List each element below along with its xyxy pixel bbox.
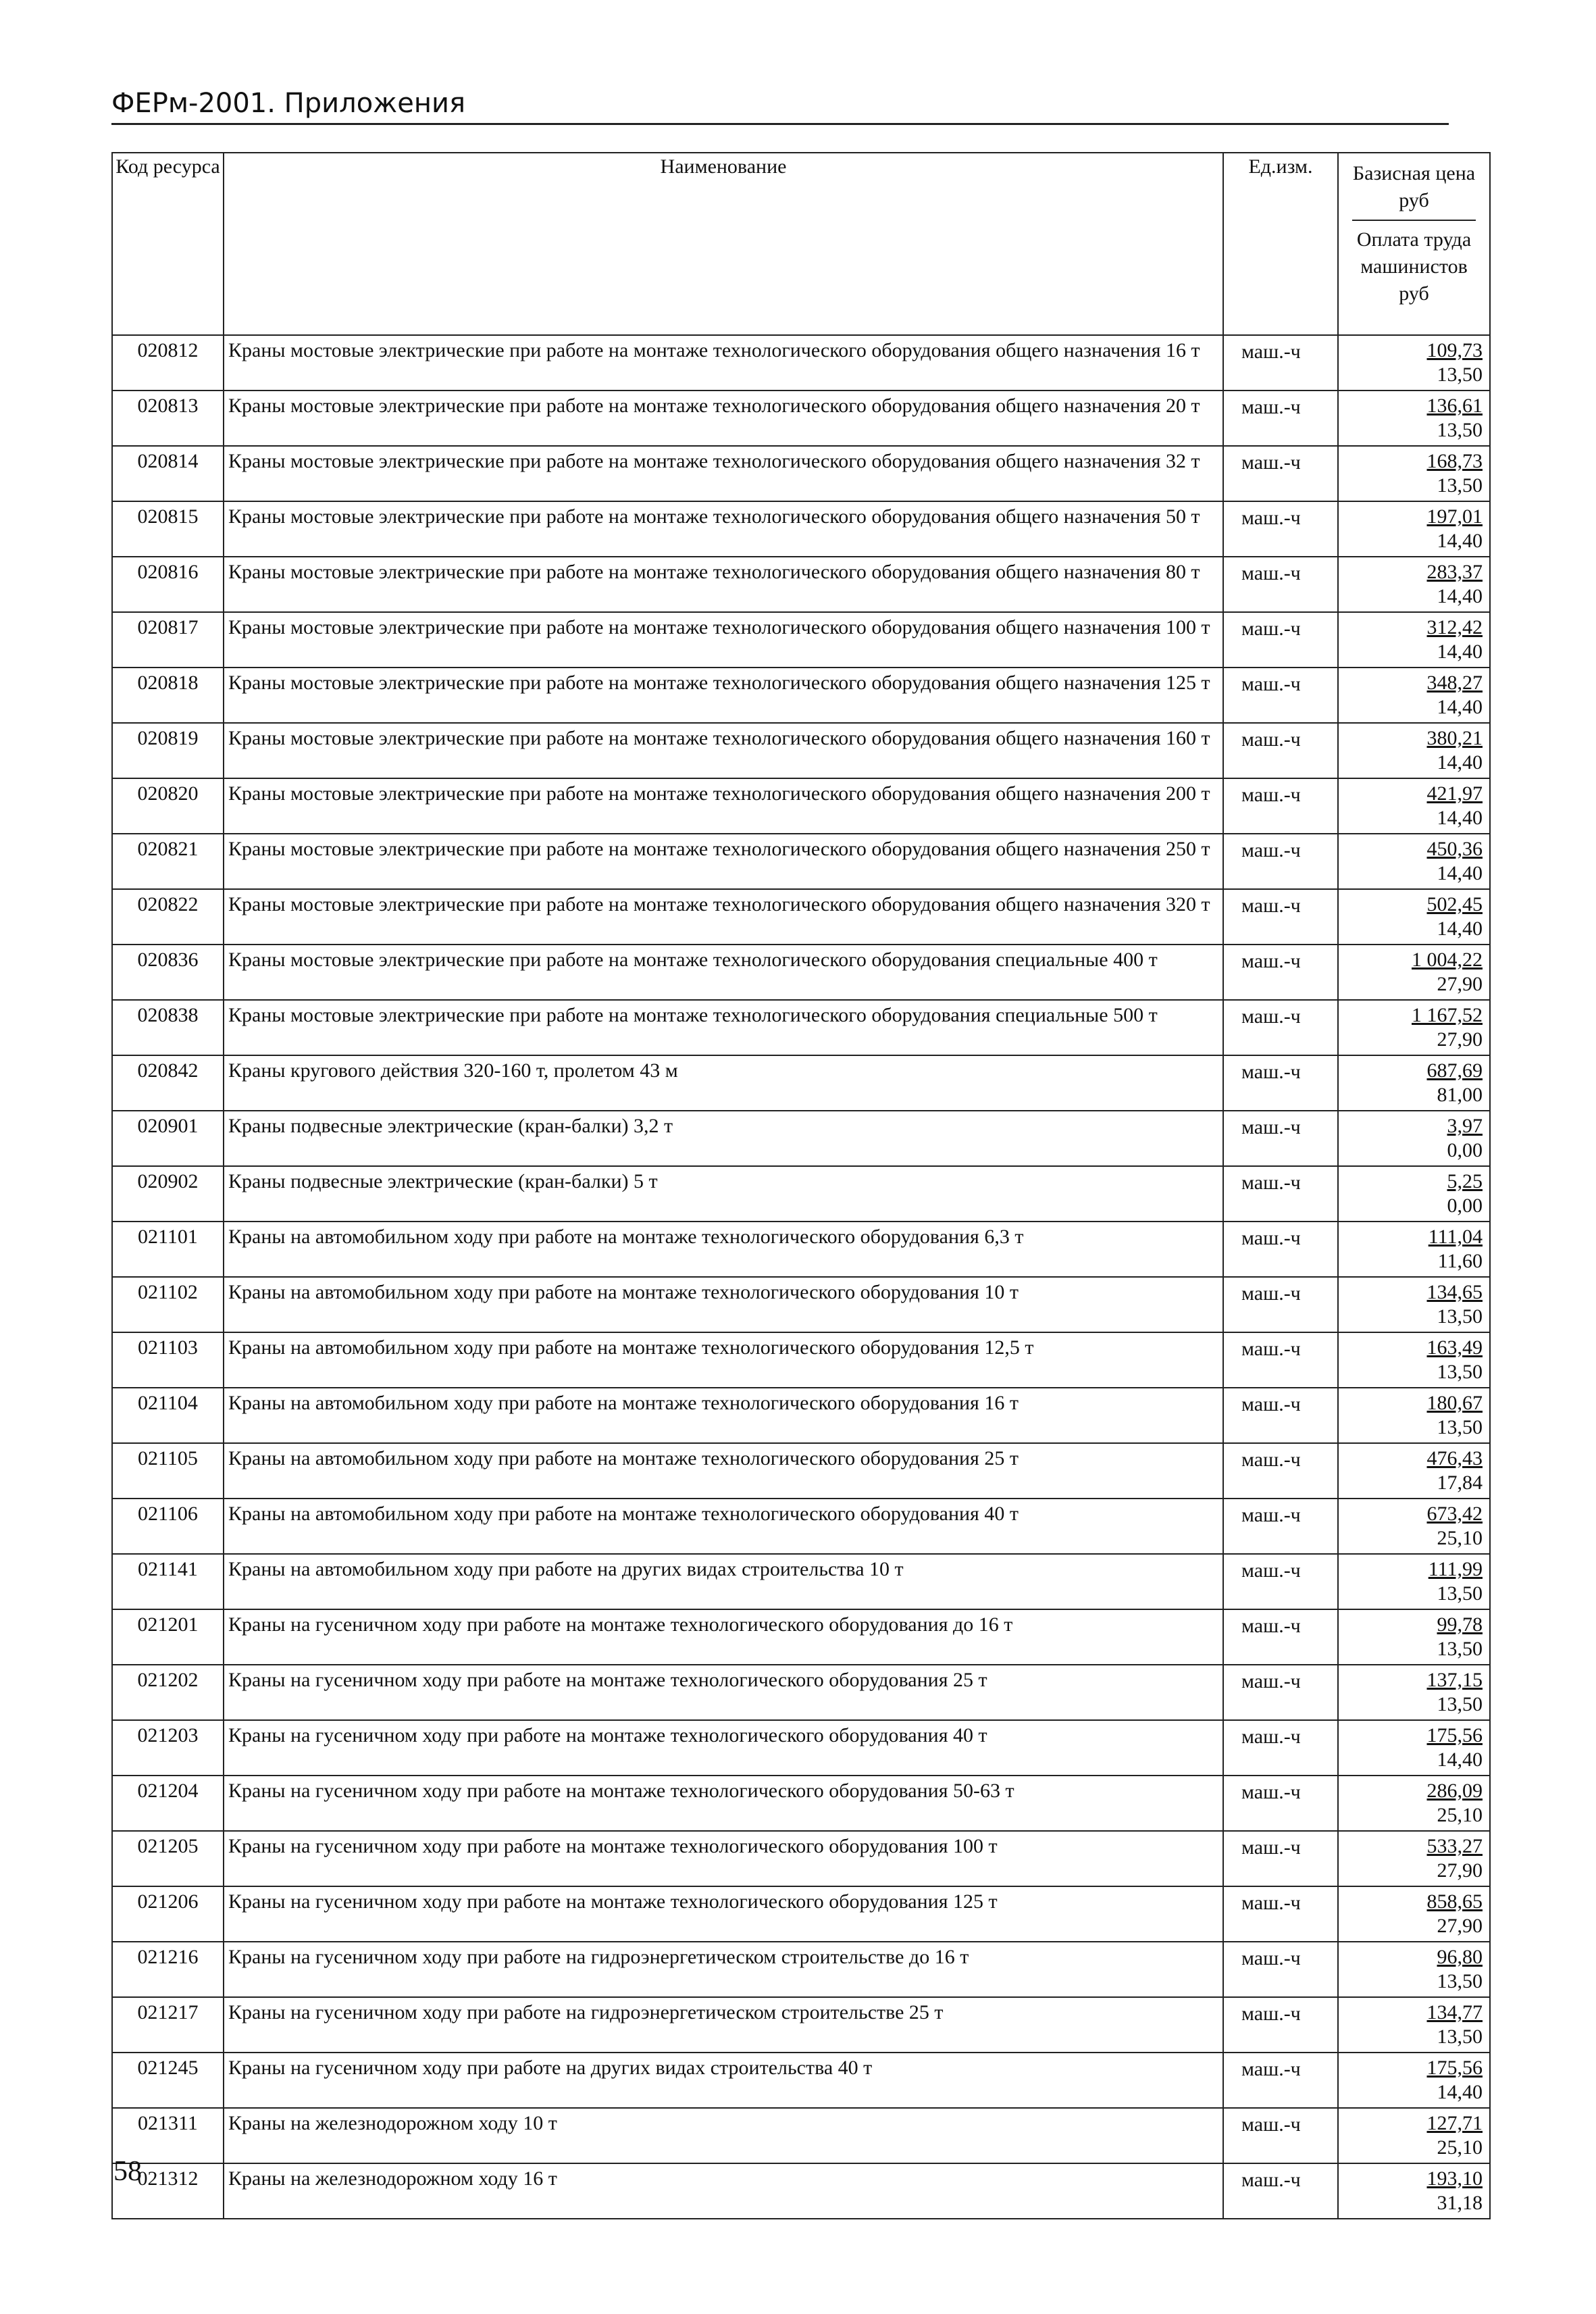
table-row xyxy=(112,1055,1490,1111)
row-code: 020814 xyxy=(112,446,224,501)
row-wage: 13,50 xyxy=(1437,1693,1483,1715)
table-row xyxy=(112,1942,1490,1997)
row-price xyxy=(1338,1388,1490,1443)
row-base-price: 136,61 xyxy=(1426,395,1483,417)
row-wage: 25,10 xyxy=(1437,1527,1483,1549)
row-name: Краны на автомобильном ходу при работе на монтаже технологического оборудования 40 т xyxy=(224,1499,1223,1554)
row-wage: 13,50 xyxy=(1437,419,1483,441)
header-code-label: Код ресурса xyxy=(115,155,220,178)
row-code: 021141 xyxy=(112,1554,224,1609)
table-row xyxy=(112,1776,1490,1831)
row-code: 021104 xyxy=(112,1388,224,1443)
row-wage: 14,40 xyxy=(1437,862,1483,884)
row-name: Краны мостовые электрические при работе на монтаже технологического оборудования общего назначения 320 т xyxy=(224,889,1223,945)
row-wage: 14,40 xyxy=(1437,530,1483,552)
row-price xyxy=(1338,335,1490,391)
row-price xyxy=(1338,1166,1490,1222)
row-wage: 81,00 xyxy=(1437,1084,1483,1106)
row-wage: 14,40 xyxy=(1437,640,1483,663)
row-code: 021217 xyxy=(112,1997,224,2053)
row-base-price: 99,78 xyxy=(1437,1613,1483,1636)
row-price xyxy=(1338,1000,1490,1055)
row-base-price: 1 004,22 xyxy=(1412,949,1483,971)
header-name-label: Наименование xyxy=(660,155,787,178)
row-wage: 27,90 xyxy=(1437,1028,1483,1051)
row-unit: маш.-ч xyxy=(1223,1997,1338,2053)
row-wage: 13,50 xyxy=(1437,1970,1483,1992)
row-unit: маш.-ч xyxy=(1223,1554,1338,1609)
row-code: 020812 xyxy=(112,335,224,391)
row-unit: маш.-ч xyxy=(1223,1166,1338,1222)
row-wage: 13,50 xyxy=(1437,1416,1483,1438)
row-wage: 14,40 xyxy=(1437,585,1483,607)
row-base-price: 450,36 xyxy=(1426,838,1483,860)
row-unit: маш.-ч xyxy=(1223,612,1338,668)
row-code: 021201 xyxy=(112,1609,224,1665)
table-row xyxy=(112,335,1490,391)
row-price xyxy=(1338,1499,1490,1554)
row-base-price: 180,67 xyxy=(1426,1392,1483,1414)
page-header xyxy=(111,88,1449,125)
row-base-price: 380,21 xyxy=(1426,727,1483,749)
table-row xyxy=(112,945,1490,1000)
row-unit: маш.-ч xyxy=(1223,1443,1338,1499)
row-price xyxy=(1338,1222,1490,1277)
row-code: 021312 xyxy=(112,2163,224,2219)
document-title: ФЕРм-2001. Приложения xyxy=(111,88,466,119)
row-wage: 25,10 xyxy=(1437,1804,1483,1826)
header-price xyxy=(1338,153,1490,335)
row-price xyxy=(1338,889,1490,945)
table-row xyxy=(112,834,1490,889)
row-unit: маш.-ч xyxy=(1223,1776,1338,1831)
table-row xyxy=(112,1831,1490,1886)
row-code: 020822 xyxy=(112,889,224,945)
row-name: Краны на автомобильном ходу при работе на монтаже технологического оборудования 10 т xyxy=(224,1277,1223,1332)
table-row xyxy=(112,2163,1490,2219)
row-price xyxy=(1338,1720,1490,1776)
row-base-price: 5,25 xyxy=(1447,1170,1483,1192)
row-name: Краны мостовые электрические при работе на монтаже технологического оборудования общего назначения 50 т xyxy=(224,501,1223,557)
row-unit: маш.-ч xyxy=(1223,1609,1338,1665)
row-wage: 14,40 xyxy=(1437,807,1483,829)
row-wage: 13,50 xyxy=(1437,2026,1483,2048)
row-unit: маш.-ч xyxy=(1223,1499,1338,1554)
row-base-price: 168,73 xyxy=(1426,450,1483,472)
row-base-price: 283,37 xyxy=(1426,561,1483,583)
row-name: Краны мостовые электрические при работе на монтаже технологического оборудования специальные 500 т xyxy=(224,1000,1223,1055)
row-name: Краны на автомобильном ходу при работе на монтаже технологического оборудования 6,3 т xyxy=(224,1222,1223,1277)
row-base-price: 197,01 xyxy=(1426,505,1483,528)
row-code: 020816 xyxy=(112,557,224,612)
row-unit: маш.-ч xyxy=(1223,1886,1338,1942)
row-name: Краны мостовые электрические при работе на монтаже технологического оборудования общего назначения 100 т xyxy=(224,612,1223,668)
row-name: Краны на гусеничном ходу при работе на монтаже технологического оборудования 40 т xyxy=(224,1720,1223,1776)
table-row xyxy=(112,1000,1490,1055)
row-base-price: 502,45 xyxy=(1426,893,1483,915)
row-price xyxy=(1338,1997,1490,2053)
row-code: 021205 xyxy=(112,1831,224,1886)
row-name: Краны на гусеничном ходу при работе на монтаже технологического оборудования 25 т xyxy=(224,1665,1223,1720)
row-price xyxy=(1338,1665,1490,1720)
row-name: Краны кругового действия 320-160 т, пролетом 43 м xyxy=(224,1055,1223,1111)
row-wage: 11,60 xyxy=(1437,1250,1483,1272)
row-price xyxy=(1338,1776,1490,1831)
row-name: Краны мостовые электрические при работе на монтаже технологического оборудования общего назначения 16 т xyxy=(224,335,1223,391)
row-base-price: 163,49 xyxy=(1426,1336,1483,1359)
row-code: 021101 xyxy=(112,1222,224,1277)
row-unit: маш.-ч xyxy=(1223,668,1338,723)
row-price xyxy=(1338,1942,1490,1997)
row-code: 021216 xyxy=(112,1942,224,1997)
row-name: Краны на железнодорожном ходу 16 т xyxy=(224,2163,1223,2219)
row-price xyxy=(1338,945,1490,1000)
row-unit: маш.-ч xyxy=(1223,2053,1338,2108)
row-wage: 27,90 xyxy=(1437,973,1483,995)
row-code: 020817 xyxy=(112,612,224,668)
row-wage: 14,40 xyxy=(1437,917,1483,940)
table-row xyxy=(112,1277,1490,1332)
row-unit: маш.-ч xyxy=(1223,391,1338,446)
row-wage: 14,40 xyxy=(1437,751,1483,774)
header-name xyxy=(224,153,1223,335)
row-name: Краны мостовые электрические при работе на монтаже технологического оборудования общего назначения 80 т xyxy=(224,557,1223,612)
row-price xyxy=(1338,1443,1490,1499)
table-row xyxy=(112,1443,1490,1499)
row-base-price: 175,56 xyxy=(1426,2057,1483,2079)
row-price xyxy=(1338,391,1490,446)
row-price xyxy=(1338,1886,1490,1942)
header-unit xyxy=(1223,153,1338,335)
row-wage: 13,50 xyxy=(1437,1638,1483,1660)
row-name: Краны мостовые электрические при работе на монтаже технологического оборудования общего назначения 200 т xyxy=(224,778,1223,834)
row-name: Краны на гусеничном ходу при работе на монтаже технологического оборудования 100 т xyxy=(224,1831,1223,1886)
row-base-price: 127,71 xyxy=(1426,2112,1483,2134)
row-wage: 14,40 xyxy=(1437,696,1483,718)
row-base-price: 193,10 xyxy=(1426,2167,1483,2190)
row-code: 021202 xyxy=(112,1665,224,1720)
row-price xyxy=(1338,1111,1490,1166)
table-row xyxy=(112,612,1490,668)
row-unit: маш.-ч xyxy=(1223,1332,1338,1388)
row-price xyxy=(1338,668,1490,723)
row-price xyxy=(1338,1055,1490,1111)
row-code: 020821 xyxy=(112,834,224,889)
row-code: 020818 xyxy=(112,668,224,723)
table-row xyxy=(112,446,1490,501)
row-wage: 13,50 xyxy=(1437,1305,1483,1328)
row-name: Краны мостовые электрические при работе на монтаже технологического оборудования общего назначения 20 т xyxy=(224,391,1223,446)
row-unit: маш.-ч xyxy=(1223,1665,1338,1720)
row-name: Краны мостовые электрические при работе на монтаже технологического оборудования специальные 400 т xyxy=(224,945,1223,1000)
row-name: Краны на гусеничном ходу при работе на других видах строительства 40 т xyxy=(224,2053,1223,2108)
row-code: 021311 xyxy=(112,2108,224,2163)
row-price xyxy=(1338,2163,1490,2219)
table-row xyxy=(112,889,1490,945)
resource-table xyxy=(111,152,1491,2219)
row-unit: маш.-ч xyxy=(1223,1277,1338,1332)
page-number: 58 xyxy=(113,2156,142,2187)
row-base-price: 476,43 xyxy=(1426,1447,1483,1469)
row-name: Краны на автомобильном ходу при работе на монтаже технологического оборудования 25 т xyxy=(224,1443,1223,1499)
row-unit: маш.-ч xyxy=(1223,1831,1338,1886)
row-name: Краны мостовые электрические при работе на монтаже технологического оборудования общего назначения 32 т xyxy=(224,446,1223,501)
row-unit: маш.-ч xyxy=(1223,723,1338,778)
row-price xyxy=(1338,612,1490,668)
row-unit: маш.-ч xyxy=(1223,557,1338,612)
row-wage: 0,00 xyxy=(1447,1194,1483,1217)
header-code xyxy=(112,153,224,335)
row-base-price: 673,42 xyxy=(1426,1503,1483,1525)
table-row xyxy=(112,1609,1490,1665)
header-price-wage: Оплата труда машинистов руб xyxy=(1356,228,1472,305)
row-base-price: 109,73 xyxy=(1426,339,1483,361)
row-wage: 13,50 xyxy=(1437,1361,1483,1383)
row-unit: маш.-ч xyxy=(1223,1720,1338,1776)
table-row xyxy=(112,668,1490,723)
row-unit: маш.-ч xyxy=(1223,1222,1338,1277)
row-wage: 31,18 xyxy=(1437,2192,1483,2214)
row-code: 021206 xyxy=(112,1886,224,1942)
row-wage: 13,50 xyxy=(1437,1582,1483,1605)
table-row xyxy=(112,1665,1490,1720)
row-code: 020836 xyxy=(112,945,224,1000)
row-code: 021245 xyxy=(112,2053,224,2108)
row-name: Краны на автомобильном ходу при работе на монтаже технологического оборудования 12,5 т xyxy=(224,1332,1223,1388)
row-code: 021102 xyxy=(112,1277,224,1332)
row-wage: 0,00 xyxy=(1447,1139,1483,1161)
row-name: Краны мостовые электрические при работе на монтаже технологического оборудования общего назначения 250 т xyxy=(224,834,1223,889)
row-unit: маш.-ч xyxy=(1223,1942,1338,1997)
row-unit: маш.-ч xyxy=(1223,834,1338,889)
table-row xyxy=(112,2053,1490,2108)
row-wage: 25,10 xyxy=(1437,2136,1483,2159)
row-name: Краны на автомобильном ходу при работе на монтаже технологического оборудования 16 т xyxy=(224,1388,1223,1443)
table-row xyxy=(112,1554,1490,1609)
row-base-price: 111,99 xyxy=(1428,1558,1483,1580)
row-base-price: 3,97 xyxy=(1447,1115,1483,1137)
row-price xyxy=(1338,1332,1490,1388)
row-code: 020813 xyxy=(112,391,224,446)
row-unit: маш.-ч xyxy=(1223,945,1338,1000)
row-price xyxy=(1338,446,1490,501)
table-body xyxy=(112,335,1490,2219)
row-price xyxy=(1338,2053,1490,2108)
row-base-price: 687,69 xyxy=(1426,1059,1483,1082)
row-base-price: 175,56 xyxy=(1426,1724,1483,1746)
row-unit: маш.-ч xyxy=(1223,1111,1338,1166)
row-unit: маш.-ч xyxy=(1223,2108,1338,2163)
row-code: 021204 xyxy=(112,1776,224,1831)
table-row xyxy=(112,2108,1490,2163)
row-code: 021106 xyxy=(112,1499,224,1554)
table-row xyxy=(112,391,1490,446)
row-unit: маш.-ч xyxy=(1223,446,1338,501)
table-row xyxy=(112,1166,1490,1222)
row-unit: маш.-ч xyxy=(1223,1055,1338,1111)
row-name: Краны на гусеничном ходу при работе на монтаже технологического оборудования до 16 т xyxy=(224,1609,1223,1665)
row-name: Краны на гусеничном ходу при работе на гидроэнергетическом строительстве 25 т xyxy=(224,1997,1223,2053)
row-unit: маш.-ч xyxy=(1223,778,1338,834)
row-unit: маш.-ч xyxy=(1223,335,1338,391)
row-unit: маш.-ч xyxy=(1223,1000,1338,1055)
row-code: 020842 xyxy=(112,1055,224,1111)
row-code: 021105 xyxy=(112,1443,224,1499)
row-price xyxy=(1338,557,1490,612)
row-name: Краны на гусеничном ходу при работе на гидроэнергетическом строительстве до 16 т xyxy=(224,1942,1223,1997)
row-price xyxy=(1338,723,1490,778)
row-name: Краны на автомобильном ходу при работе на других видах строительства 10 т xyxy=(224,1554,1223,1609)
row-code: 020902 xyxy=(112,1166,224,1222)
row-base-price: 533,27 xyxy=(1426,1835,1483,1857)
table-row xyxy=(112,1499,1490,1554)
table-row xyxy=(112,1886,1490,1942)
table-row xyxy=(112,1222,1490,1277)
row-price xyxy=(1338,1554,1490,1609)
row-wage: 27,90 xyxy=(1437,1859,1483,1882)
row-price xyxy=(1338,1277,1490,1332)
row-price xyxy=(1338,1831,1490,1886)
row-base-price: 1 167,52 xyxy=(1412,1004,1483,1026)
row-price xyxy=(1338,501,1490,557)
row-wage: 17,84 xyxy=(1437,1472,1483,1494)
row-code: 020819 xyxy=(112,723,224,778)
row-base-price: 858,65 xyxy=(1426,1890,1483,1913)
row-base-price: 134,77 xyxy=(1426,2001,1483,2023)
row-wage: 14,40 xyxy=(1437,1749,1483,1771)
row-base-price: 137,15 xyxy=(1426,1669,1483,1691)
row-code: 020815 xyxy=(112,501,224,557)
table-row xyxy=(112,1997,1490,2053)
row-code: 021203 xyxy=(112,1720,224,1776)
row-base-price: 286,09 xyxy=(1426,1780,1483,1802)
row-base-price: 348,27 xyxy=(1426,672,1483,694)
row-wage: 13,50 xyxy=(1437,474,1483,497)
table-row xyxy=(112,557,1490,612)
row-base-price: 421,97 xyxy=(1426,782,1483,805)
row-price xyxy=(1338,834,1490,889)
row-name: Краны на железнодорожном ходу 10 т xyxy=(224,2108,1223,2163)
table-row xyxy=(112,778,1490,834)
row-unit: маш.-ч xyxy=(1223,501,1338,557)
row-code: 020820 xyxy=(112,778,224,834)
table-row xyxy=(112,1388,1490,1443)
row-name: Краны мостовые электрические при работе на монтаже технологического оборудования общего назначения 160 т xyxy=(224,723,1223,778)
row-base-price: 134,65 xyxy=(1426,1281,1483,1303)
row-base-price: 312,42 xyxy=(1426,616,1483,638)
row-price xyxy=(1338,1609,1490,1665)
row-code: 020901 xyxy=(112,1111,224,1166)
row-name: Краны мостовые электрические при работе на монтаже технологического оборудования общего назначения 125 т xyxy=(224,668,1223,723)
row-code: 020838 xyxy=(112,1000,224,1055)
row-price xyxy=(1338,778,1490,834)
row-name: Краны на гусеничном ходу при работе на монтаже технологического оборудования 125 т xyxy=(224,1886,1223,1942)
row-base-price: 111,04 xyxy=(1428,1226,1483,1248)
row-base-price: 96,80 xyxy=(1437,1946,1483,1968)
row-unit: маш.-ч xyxy=(1223,1388,1338,1443)
row-name: Краны на гусеничном ходу при работе на монтаже технологического оборудования 50-63 т xyxy=(224,1776,1223,1831)
row-wage: 13,50 xyxy=(1437,363,1483,386)
row-unit: маш.-ч xyxy=(1223,889,1338,945)
table-row xyxy=(112,723,1490,778)
header-unit-label: Ед.изм. xyxy=(1248,155,1313,178)
table-row xyxy=(112,1111,1490,1166)
row-wage: 14,40 xyxy=(1437,2081,1483,2103)
header-price-base: Базисная цена руб xyxy=(1352,162,1476,211)
row-code: 021103 xyxy=(112,1332,224,1388)
table-row xyxy=(112,1332,1490,1388)
row-wage: 27,90 xyxy=(1437,1915,1483,1937)
row-name: Краны подвесные электрические (кран-балки) 5 т xyxy=(224,1166,1223,1222)
table-header-row xyxy=(112,153,1490,335)
row-name: Краны подвесные электрические (кран-балки) 3,2 т xyxy=(224,1111,1223,1166)
row-unit: маш.-ч xyxy=(1223,2163,1338,2219)
table-row xyxy=(112,501,1490,557)
table-row xyxy=(112,1720,1490,1776)
row-price xyxy=(1338,2108,1490,2163)
